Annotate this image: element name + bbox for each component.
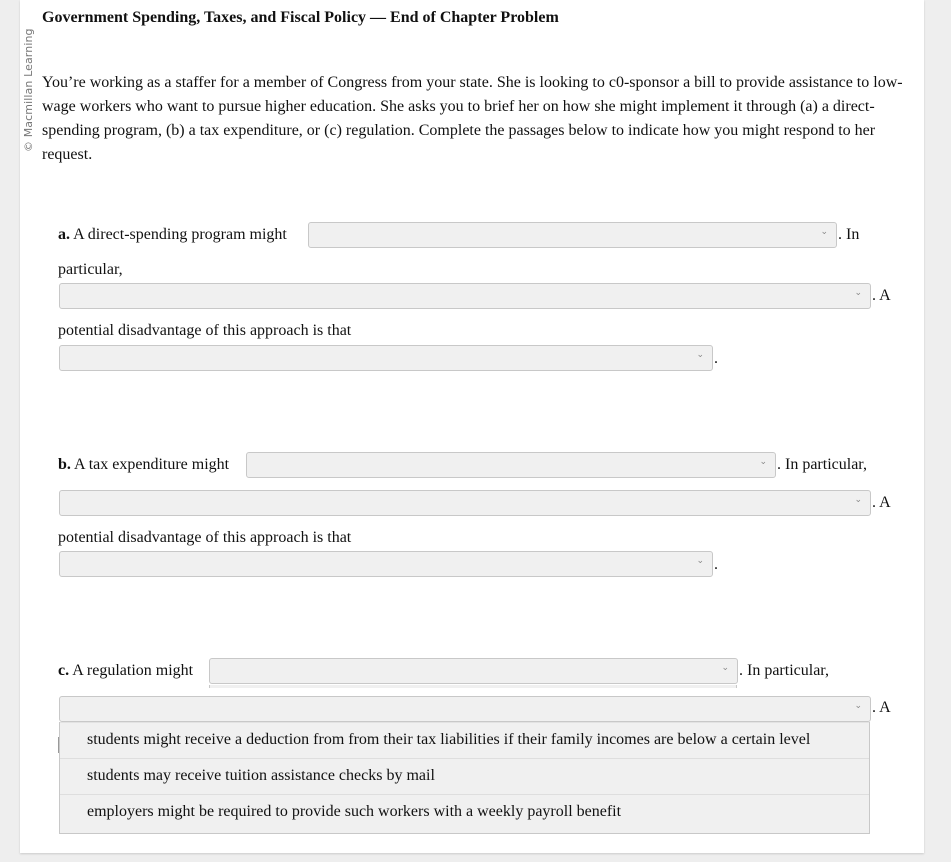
part-b-select-3[interactable] xyxy=(59,551,713,577)
page-title: Government Spending, Taxes, and Fiscal Policy — End of Chapter Problem xyxy=(42,9,559,26)
intro-paragraph: You’re working as a staffer for a member of Congress from your state. She is looking to c0-sponsor a bill to provide assistance to low-wage workers who want to pursue higher education. She asks you to brief her on how she might implement it through (a) a direct-spending program, (b) a tax expenditure, or (c) regulation. Complete the passages below to indicate how you might respond to her request. xyxy=(42,74,903,163)
part-a-lead-text: A direct-spending program might xyxy=(73,226,287,243)
part-c-select-1[interactable] xyxy=(209,658,738,684)
chevron-down-icon: ⌄ xyxy=(854,288,862,298)
chevron-down-icon: ⌄ xyxy=(759,457,767,467)
part-a-after-2: . A xyxy=(872,287,891,304)
copyright-label: © Macmillan Learning xyxy=(22,28,35,152)
part-c-after-2: . A xyxy=(872,699,891,716)
part-a-select-1[interactable] xyxy=(308,222,837,248)
part-c-lead-text: A regulation might xyxy=(72,662,194,679)
part-b-lead-text: A tax expenditure might xyxy=(74,456,230,473)
part-b-select-1[interactable] xyxy=(246,452,776,478)
part-a-select-2[interactable] xyxy=(59,283,871,309)
part-b-select-2[interactable] xyxy=(59,490,871,516)
part-b-lead xyxy=(58,455,229,475)
part-c-select-2[interactable] xyxy=(59,696,871,722)
chevron-down-icon: ⌄ xyxy=(820,227,828,237)
part-a-lead xyxy=(58,225,287,245)
dropdown-option[interactable]: employers might be required to provide such workers with a weekly payroll benefit xyxy=(60,794,869,830)
part-b-disadvantage: potential disadvantage of this approach is that xyxy=(58,529,352,546)
part-a-disadvantage: potential disadvantage of this approach is that xyxy=(58,322,352,339)
chevron-down-icon: ⌄ xyxy=(696,350,704,360)
part-b-after-2: . A xyxy=(872,494,891,511)
chevron-down-icon: ⌄ xyxy=(854,495,862,505)
select-shadow xyxy=(209,685,737,688)
part-c-letter: c. xyxy=(58,662,70,679)
part-a-after-1: . In xyxy=(838,226,860,243)
dropdown-menu xyxy=(59,722,870,834)
part-b-letter: b. xyxy=(58,456,71,473)
part-c-after-1: . In particular, xyxy=(739,662,829,679)
part-a-after-3: . xyxy=(714,350,718,367)
chevron-down-icon: ⌄ xyxy=(696,556,704,566)
part-a-particular: particular, xyxy=(58,261,123,278)
part-c-lead xyxy=(58,661,193,681)
part-a-select-3[interactable] xyxy=(59,345,713,371)
chevron-down-icon: ⌄ xyxy=(854,701,862,711)
part-b-after-3: . xyxy=(714,556,718,573)
part-a-letter: a. xyxy=(58,226,70,243)
chevron-down-icon: ⌄ xyxy=(721,663,729,673)
dropdown-option[interactable]: students may receive tuition assistance checks by mail xyxy=(60,758,869,794)
part-b-after-1: . In particular, xyxy=(777,456,867,473)
dropdown-option[interactable]: students might receive a deduction from from their tax liabilities if their family incomes are below a certain level xyxy=(60,722,869,758)
